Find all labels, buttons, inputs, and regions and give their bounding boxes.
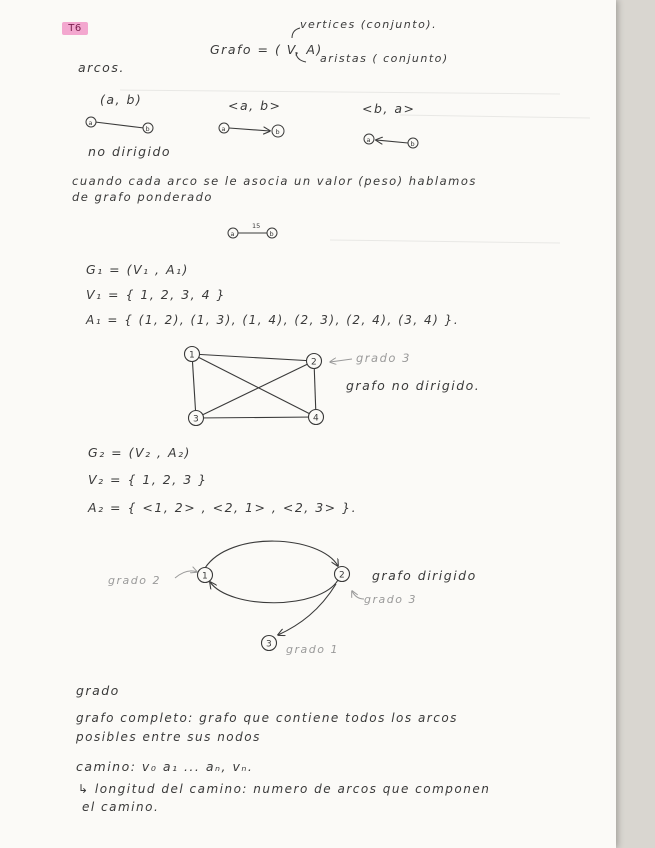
g2-vertices: V₂ = { 1, 2, 3 } xyxy=(88,472,208,487)
g1-node-2-label: 2 xyxy=(311,357,317,368)
g1-degree-note: grado 3 xyxy=(356,351,411,365)
edge-weight-label: 15 xyxy=(252,222,261,230)
g1-node-1-label: 1 xyxy=(189,350,195,361)
g1-node-4-label: 4 xyxy=(313,413,319,424)
g1-node-3 xyxy=(189,411,204,426)
path-length-line2: el camino. xyxy=(82,800,160,814)
degree-title: grado xyxy=(76,683,120,698)
node-a-label: a xyxy=(366,136,371,144)
g2-node-1 xyxy=(198,568,213,583)
g2-node-2 xyxy=(335,567,350,582)
g1-diagram xyxy=(185,347,353,426)
g2-edge-2-1 xyxy=(210,580,338,603)
g2-node-3-label: 3 xyxy=(266,639,272,650)
g2-degree-right-arrow xyxy=(352,591,364,599)
g1-node-3-label: 3 xyxy=(193,414,199,425)
pair-directed-ab: <a, b> xyxy=(228,98,282,113)
g2-node-1-label: 1 xyxy=(202,571,208,582)
g2-type-label: grafo dirigido xyxy=(372,568,477,583)
g2-arcs: A₂ = { <1, 2> , <2, 1> , <2, 3> }. xyxy=(88,500,358,515)
brace-down xyxy=(296,52,306,62)
g1-definition: G₁ = (V₁ , A₁) xyxy=(86,262,189,277)
g1-arcs: A₁ = { (1, 2), (1, 3), (1, 4), (2, 3), (2, 4), (3, 4) }. xyxy=(86,313,460,327)
undirected-edge-example xyxy=(86,117,153,133)
directed-edge-ba-example xyxy=(364,134,418,148)
g2-degree-left-arrow xyxy=(175,571,197,578)
node-a-label: a xyxy=(221,125,226,133)
g1-vertices: V₁ = { 1, 2, 3, 4 } xyxy=(86,287,226,302)
path-line: camino: v₀ a₁ ... aₙ, vₙ. xyxy=(76,759,254,774)
g1-node-4 xyxy=(309,410,324,425)
node-b-label: b xyxy=(145,125,150,133)
g2-node-2-label: 2 xyxy=(339,570,345,581)
vertices-note: vertices (conjunto). xyxy=(300,18,438,31)
g1-degree-arrow xyxy=(330,359,352,362)
g1-type-label: grafo no dirigido. xyxy=(346,378,481,393)
node-a-label: a xyxy=(88,119,93,127)
weighted-text-line2: de grafo ponderado xyxy=(72,190,213,204)
topic-tag: T6 xyxy=(62,22,88,35)
g2-edge-1-2 xyxy=(205,541,338,568)
g2-diagram xyxy=(175,541,364,650)
weighted-edge-example xyxy=(228,222,277,238)
brace-up xyxy=(292,28,300,38)
pair-undirected: (a, b) xyxy=(100,92,143,107)
g1-node-1 xyxy=(185,347,200,362)
complete-graph-line2: posibles entre sus nodos xyxy=(76,730,261,744)
arcs-note: aristas ( conjunto) xyxy=(320,52,449,65)
graph-definition: Grafo = ( V, A) xyxy=(210,42,323,57)
node-b-label: b xyxy=(269,230,274,238)
pair-directed-ba: <b, a> xyxy=(362,101,416,116)
g2-node-3 xyxy=(262,636,277,651)
node-b-label: b xyxy=(410,140,415,148)
node-a-label: a xyxy=(230,230,235,238)
g2-degree-left: grado 2 xyxy=(108,574,161,587)
g2-degree-bottom: grado 1 xyxy=(286,643,339,656)
g2-degree-right: grado 3 xyxy=(364,593,417,606)
g2-edge-2-3 xyxy=(278,584,336,635)
complete-graph-line1: grafo completo: grafo que contiene todos los arcos xyxy=(76,711,458,725)
node-b-label: b xyxy=(275,128,280,136)
directed-edge-ab-example xyxy=(219,123,284,137)
bleed-through-marks xyxy=(120,90,590,243)
undirected-label: no dirigido xyxy=(88,144,172,159)
arcs-label: arcos. xyxy=(78,60,125,75)
weighted-text-line1: cuando cada arco se le asocia un valor (peso) hablamos xyxy=(72,174,477,188)
path-length-line1: ↳ longitud del camino: numero de arcos que componen xyxy=(78,782,491,796)
g1-node-2 xyxy=(307,354,322,369)
g2-definition: G₂ = (V₂ , A₂) xyxy=(88,445,191,460)
